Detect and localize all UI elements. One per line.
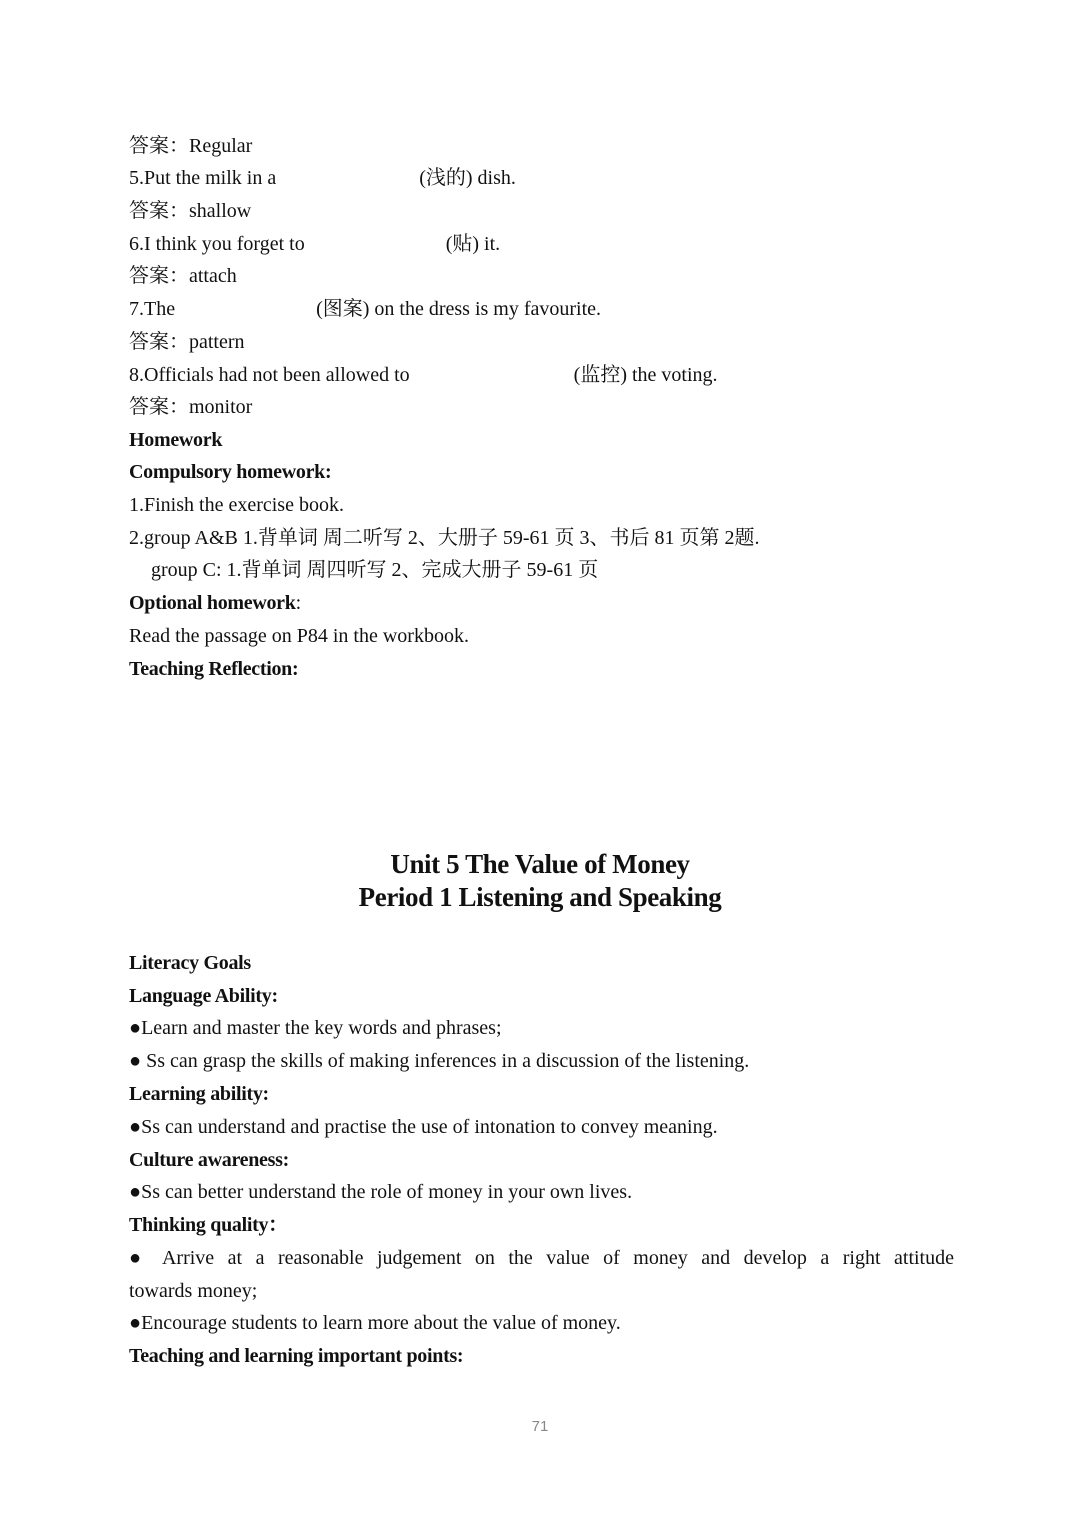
homework-item-2: 2.group A&B 1.背单词 周二听写 2、大册子 59-61 页 3、书后 81 页第 2题. bbox=[129, 527, 760, 549]
thinking-goal-1-line-2: towards money; bbox=[129, 1280, 258, 1302]
thinking-goal-1-line-1: ● Arrive at a reasonable judgement on the value of money and develop a right attitude bbox=[129, 1247, 954, 1269]
optional-homework-heading-line bbox=[129, 590, 959, 616]
answer-4: 答案：Regular bbox=[129, 135, 253, 157]
thinking-quality-heading: Thinking quality： bbox=[129, 1214, 288, 1236]
compulsory-homework-heading: Compulsory homework: bbox=[129, 461, 332, 483]
homework-item-1: 1.Finish the exercise book. bbox=[129, 494, 344, 516]
optional-homework-heading: Optional homework bbox=[129, 592, 296, 614]
question-5-before: 5.Put the milk in a bbox=[129, 167, 277, 189]
period-title: Period 1 Listening and Speaking bbox=[358, 882, 722, 912]
question-8-before: 8.Officials had not been allowed to bbox=[129, 364, 410, 386]
optional-homework-colon: : bbox=[295, 592, 302, 614]
culture-awareness-heading: Culture awareness: bbox=[129, 1149, 289, 1171]
question-5 bbox=[129, 165, 959, 191]
teaching-reflection-heading: Teaching Reflection: bbox=[129, 658, 299, 680]
important-points-heading: Teaching and learning important points: bbox=[129, 1345, 464, 1367]
question-6-after: (贴) it. bbox=[445, 233, 501, 255]
answer-7: 答案：pattern bbox=[129, 331, 245, 353]
literacy-goals-heading: Literacy Goals bbox=[129, 952, 251, 974]
learning-ability-heading: Learning ability: bbox=[129, 1083, 269, 1105]
question-6 bbox=[129, 231, 959, 257]
question-7 bbox=[129, 296, 959, 322]
optional-homework-item: Read the passage on P84 in the workbook. bbox=[129, 625, 469, 647]
language-goal-1: ●Learn and master the key words and phrases; bbox=[129, 1017, 502, 1039]
answer-5: 答案：shallow bbox=[129, 200, 252, 222]
question-8-after: (监控) the voting. bbox=[573, 364, 718, 386]
question-6-before: 6.I think you forget to bbox=[129, 233, 305, 255]
question-5-after: (浅的) dish. bbox=[419, 167, 516, 189]
learning-goal-1: ●Ss can understand and practise the use of intonation to convey meaning. bbox=[129, 1116, 718, 1138]
question-7-after: (图案) on the dress is my favourite. bbox=[316, 298, 602, 320]
answer-6: 答案：attach bbox=[129, 265, 237, 287]
language-goal-2: ● Ss can grasp the skills of making inferences in a discussion of the listening. bbox=[129, 1050, 750, 1072]
homework-item-2-group-c: group C: 1.背单词 周四听写 2、完成大册子 59-61 页 bbox=[151, 559, 599, 581]
thinking-goal-2: ●Encourage students to learn more about the value of money. bbox=[129, 1312, 621, 1334]
page-number: 71 bbox=[531, 1418, 549, 1435]
language-ability-heading: Language Ability: bbox=[129, 985, 278, 1007]
culture-goal-1: ●Ss can better understand the role of money in your own lives. bbox=[129, 1181, 633, 1203]
unit-title: Unit 5 The Value of Money bbox=[390, 849, 690, 879]
homework-heading: Homework bbox=[129, 429, 223, 451]
question-8 bbox=[129, 362, 959, 388]
answer-8: 答案：monitor bbox=[129, 396, 253, 418]
question-7-before: 7.The bbox=[129, 298, 176, 320]
